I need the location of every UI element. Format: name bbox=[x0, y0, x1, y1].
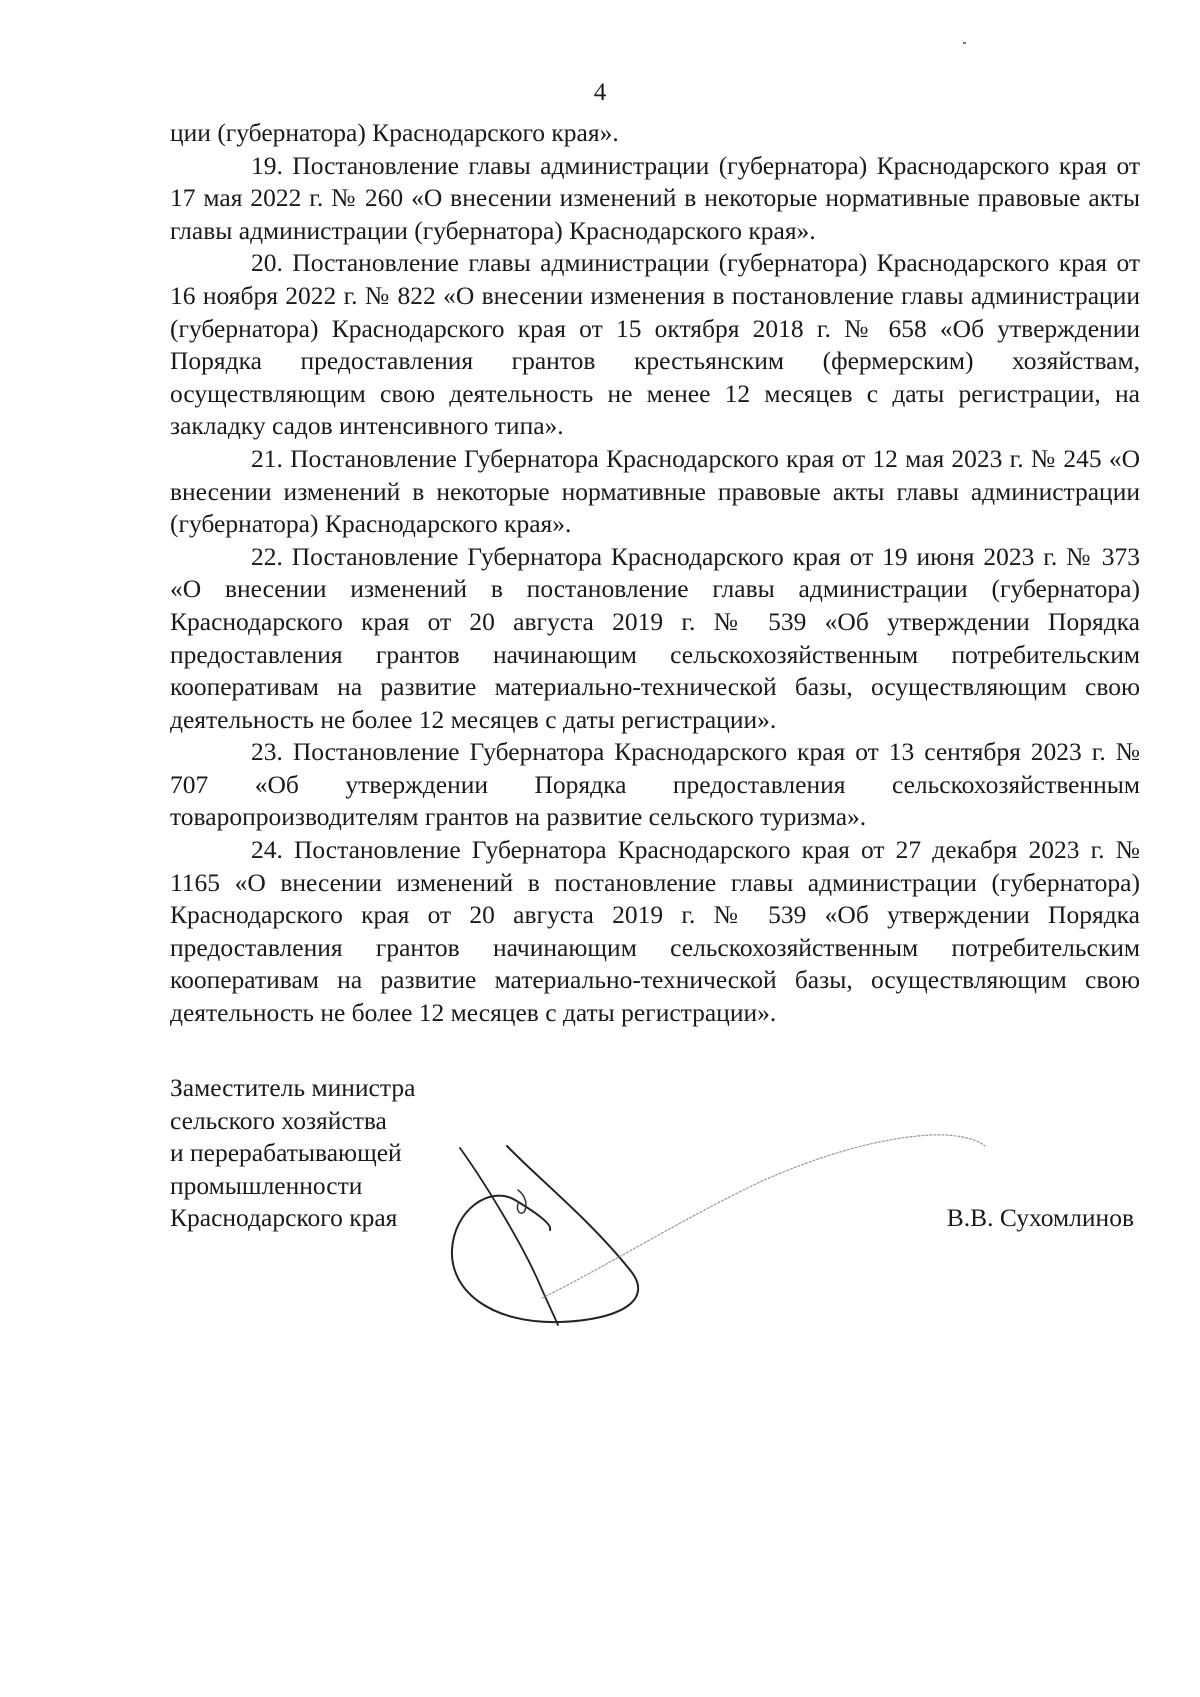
signatory-title-line: промышленности bbox=[170, 1170, 363, 1200]
paragraph-continuation: ции (губернатора) Краснодарского края». bbox=[170, 118, 619, 147]
page-number: 4 bbox=[593, 79, 607, 106]
scan-artifact bbox=[963, 42, 966, 44]
signatory-title-line: Краснодарского края bbox=[170, 1203, 398, 1233]
signature-stroke-tail bbox=[542, 1135, 985, 1298]
paragraph-item-19: 19. Постановление главы администрации (губернатора) Краснодарского края от 17 мая 2022 г. № 260 «О внесении изменений в некоторые нормативные правовые акты главы администрации (губернатора) Краснодарского края». bbox=[170, 150, 1140, 245]
paragraph-item-21: 21. Постановление Губернатора Краснодарского края от 12 мая 2023 г. № 245 «О внесении изменений в некоторые нормативные правовые акты главы администрации (губернатора) Краснодарского края». bbox=[170, 443, 1140, 539]
handwritten-signature bbox=[430, 1110, 1010, 1340]
signatory-name: В.В. Сухомлинов bbox=[946, 1203, 1134, 1232]
paragraph-item-22: 22. Постановление Губернатора Краснодарского края от 19 июня 2023 г. № 373 «О внесении изменений в постановление главы администрации (губернатора) Краснодарского края от 20 августа 2019 г. № 539 «Об утверждении Порядка предоставления грантов начинающим сельскохозяйственным потребительским кооперативам на развитие материально-технической базы, осуществляющим свою деятельность не более 12 месяцев с даты регистрации». bbox=[170, 541, 1140, 734]
paragraph-item-20: 20. Постановление главы администрации (губернатора) Краснодарского края от 16 ноября 2022 г. № 822 «О внесении изменения в постановление главы администрации (губернатора) Краснодарского края от 15 октября 2018 г. № 658 «Об утверждении Порядка предоставления грантов крестьянским (фермерским) хозяйствам, осуществляющим свою деятельность не менее 12 месяцев с даты регистрации, на закладку садов интенсивного типа». bbox=[170, 248, 1140, 441]
paragraph-item-23: 23. Постановление Губернатора Краснодарского края от 13 сентября 2023 г. № 707 «Об утверждении Порядка предоставления сельскохозяйственным товаропроизводителям грантов на развитие сельского туризма». bbox=[170, 737, 1140, 832]
signatory-title-line: сельского хозяйства bbox=[170, 1105, 387, 1135]
paragraph-item-24: 24. Постановление Губернатора Краснодарского края от 27 декабря 2023 г. № 1165 «О внесении изменений в постановление главы администрации (губернатора) Краснодарского края от 20 августа 2019 г. № 539 «Об утверждении Порядка предоставления грантов начинающим сельскохозяйственным потребительским кооперативам на развитие материально-технической базы, осуществляющим свою деятельность не более 12 месяцев с даты регистрации». bbox=[170, 835, 1140, 1028]
signatory-title-line: Заместитель министра bbox=[170, 1073, 416, 1102]
document-body bbox=[170, 117, 1140, 1030]
signatory-title-line: и перерабатывающей bbox=[170, 1138, 402, 1168]
